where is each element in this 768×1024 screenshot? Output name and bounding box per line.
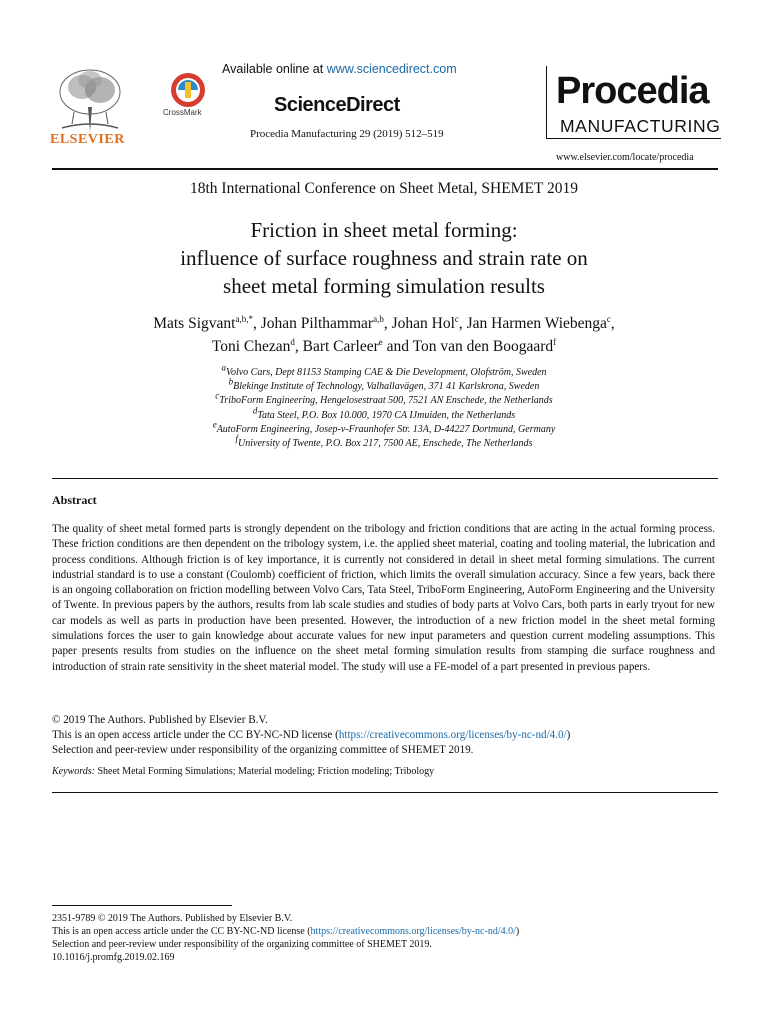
footer-license-prefix: This is an open access article under the CC BY-NC-ND license ( [52, 926, 311, 937]
abstract-top-divider [52, 478, 718, 479]
author-list: Mats Sigvant$^{a,b,*}$, Johan Pilthammar$^{a,b}$, Johan Hol$^c$, Jan Harmen Wiebenga$^c$, Toni Chezan$^d$, Bart Carleer$^e$ and Ton van den Boogaard$^f$ [153, 313, 615, 355]
footer-license-link[interactable]: https://creativecommons.org/licenses/by-nc-nd/4.0/ [310, 926, 516, 937]
license-suffix: ) [566, 729, 571, 741]
affiliation-mark: f [235, 433, 239, 444]
author-name: Jan Harmen Wiebenga [466, 315, 607, 332]
affiliation-text: Tata Steel, P.O. Box 10.000, 1970 CA IJmuiden, the Netherlands [257, 409, 516, 421]
author-name: Ton van den Boogaard [412, 338, 554, 355]
available-prefix: Available online at [222, 62, 327, 76]
author-affiliation-mark: f [553, 336, 557, 347]
affiliation-mark: a [221, 362, 226, 373]
affiliation-text: Blekinge Institute of Technology, Valhallavägen, 371 41 Karlskrona, Sweden [233, 381, 540, 393]
author-affiliation-mark: a,b,* [235, 313, 253, 324]
affiliation-text: AutoForm Engineering, Josep-v-Fraunhofer Str. 13A, D-44227 Dortmund, Germany [216, 423, 556, 435]
author-affiliation-mark: e [378, 336, 383, 347]
author-name: Bart Carleer [302, 338, 379, 355]
author-affiliation-mark: c [454, 313, 459, 324]
abstract-body: The quality of sheet metal formed parts is strongly dependent on the tribology and friction conditions that are acting in the actual forming process. These friction conditions are then dependent on the tribology system, i.e. the applied sheet material, coating and tooling material, the lubrication and process conditions. Although friction is of key importance, it is currently not considered in detail in sheet metal forming simulations. The current industrial standard is to use a constant (Coulomb) coefficient of friction, which limits the overall simulation accuracy. Since a few years, back there is an ongoing collaboration on friction modelling between Volvo Cars, Tata Steel, TriboForm Engineering, AutoForm Engineering and the University of Twente. In previous papers by the authors, results from lab scale studies and studies of body parts at Volvo Cars, both parts in early tryout for new car models as well as parts in production have been presented. However, the introduction of a new friction model in the sheet metal forming simulations forces the user to gain knowledge about accurate values for new input parameters and question current modeling assumptions. This paper presents results from studies on the influence on the sheet metal forming simulation results from stamping die surface roughness and introduction of strain rate sensitivity in the sheet material model. The study will use a FE-model of a part presented in previous papers. [52, 523, 715, 673]
sciencedirect-link[interactable]: www.sciencedirect.com [326, 62, 457, 76]
keywords-label: Keywords: [52, 766, 95, 777]
title-line: influence of surface roughness and strain rate on [180, 246, 588, 270]
affiliation-item [0, 405, 768, 423]
affiliation-item [0, 433, 768, 451]
title-line: sheet metal forming simulation results [223, 274, 545, 298]
abstract-heading: Abstract [52, 493, 97, 507]
journal-logo-subtitle: MANUFACTURING [560, 116, 721, 136]
keywords-line [52, 766, 434, 777]
footer-review: Selection and peer-review under responsibility of the organizing committee of SHEMET 2019. [52, 939, 432, 950]
sciencedirect-wordmark: ScienceDirect [274, 94, 400, 116]
journal-logo-title: Procedia [556, 70, 709, 112]
affiliation-text: University of Twente, P.O. Box 217, 7500 AE, Enschede, The Netherlands [238, 438, 533, 450]
affiliation-list [0, 362, 768, 451]
peer-review-line: Selection and peer-review under responsibility of the organizing committee of SHEMET 2019. [52, 744, 474, 756]
footer-divider [52, 905, 232, 906]
affiliation-mark: e [212, 419, 217, 430]
author-name: Toni Chezan [211, 338, 291, 355]
affiliation-mark: d [252, 405, 258, 416]
journal-logo-border [546, 66, 547, 139]
keywords-text: Sheet Metal Forming Simulations; Material modeling; Friction modeling; Tribology [94, 766, 435, 777]
journal-logo-underline [546, 138, 721, 139]
available-online-line [222, 62, 457, 76]
title-line: Friction in sheet metal forming: [250, 218, 518, 242]
affiliation-item [0, 419, 768, 437]
footer-doi[interactable]: 10.1016/j.promfg.2019.02.169 [52, 952, 175, 963]
conference-name: 18th International Conference on Sheet Metal, SHEMET 2019 [190, 180, 578, 197]
author-affiliation-mark: c [606, 313, 611, 324]
crossmark-label: CrossMark [163, 108, 202, 117]
footer-license-suffix: ) [515, 926, 520, 937]
author-name: Johan Hol [391, 315, 455, 332]
affiliation-item [0, 376, 768, 394]
author-affiliation-mark: d [290, 336, 295, 347]
header-divider [52, 168, 718, 170]
affiliation-mark: b [228, 376, 234, 387]
license-link[interactable]: https://creativecommons.org/licenses/by-nc-nd/4.0/ [338, 729, 567, 741]
paper-title [0, 216, 768, 300]
journal-url[interactable]: www.elsevier.com/locate/procedia [556, 152, 694, 163]
affiliation-item [0, 391, 768, 408]
license-prefix: This is an open access article under the CC BY-NC-ND license ( [52, 729, 339, 741]
abstract-bottom-divider [52, 792, 718, 793]
footer-notes [52, 912, 718, 964]
author-name: Johan Pilthammar [260, 315, 374, 332]
journal-reference: Procedia Manufacturing 29 (2019) 512–519 [250, 128, 444, 140]
footer-issn: 2351-9789 © 2019 The Authors. Published by Elsevier B.V. [52, 913, 293, 924]
author-affiliation-mark: a,b [373, 313, 384, 324]
affiliation-item [0, 362, 768, 380]
author-name: Mats Sigvant [153, 315, 236, 332]
copyright-block [52, 713, 718, 758]
footer-license [52, 925, 718, 938]
affiliation-text: TriboForm Engineering, Hengelosestraat 500, 7521 AN Enschede, the Netherlands [219, 395, 553, 407]
copyright-line: © 2019 The Authors. Published by Elsevier B.V. [52, 714, 268, 726]
elsevier-wordmark: ELSEVIER [50, 132, 125, 147]
affiliation-mark: c [215, 391, 220, 402]
affiliation-text: Volvo Cars, Dept 81153 Stamping CAE & Die Development, Olofström, Sweden [225, 367, 547, 378]
license-line [52, 728, 718, 743]
